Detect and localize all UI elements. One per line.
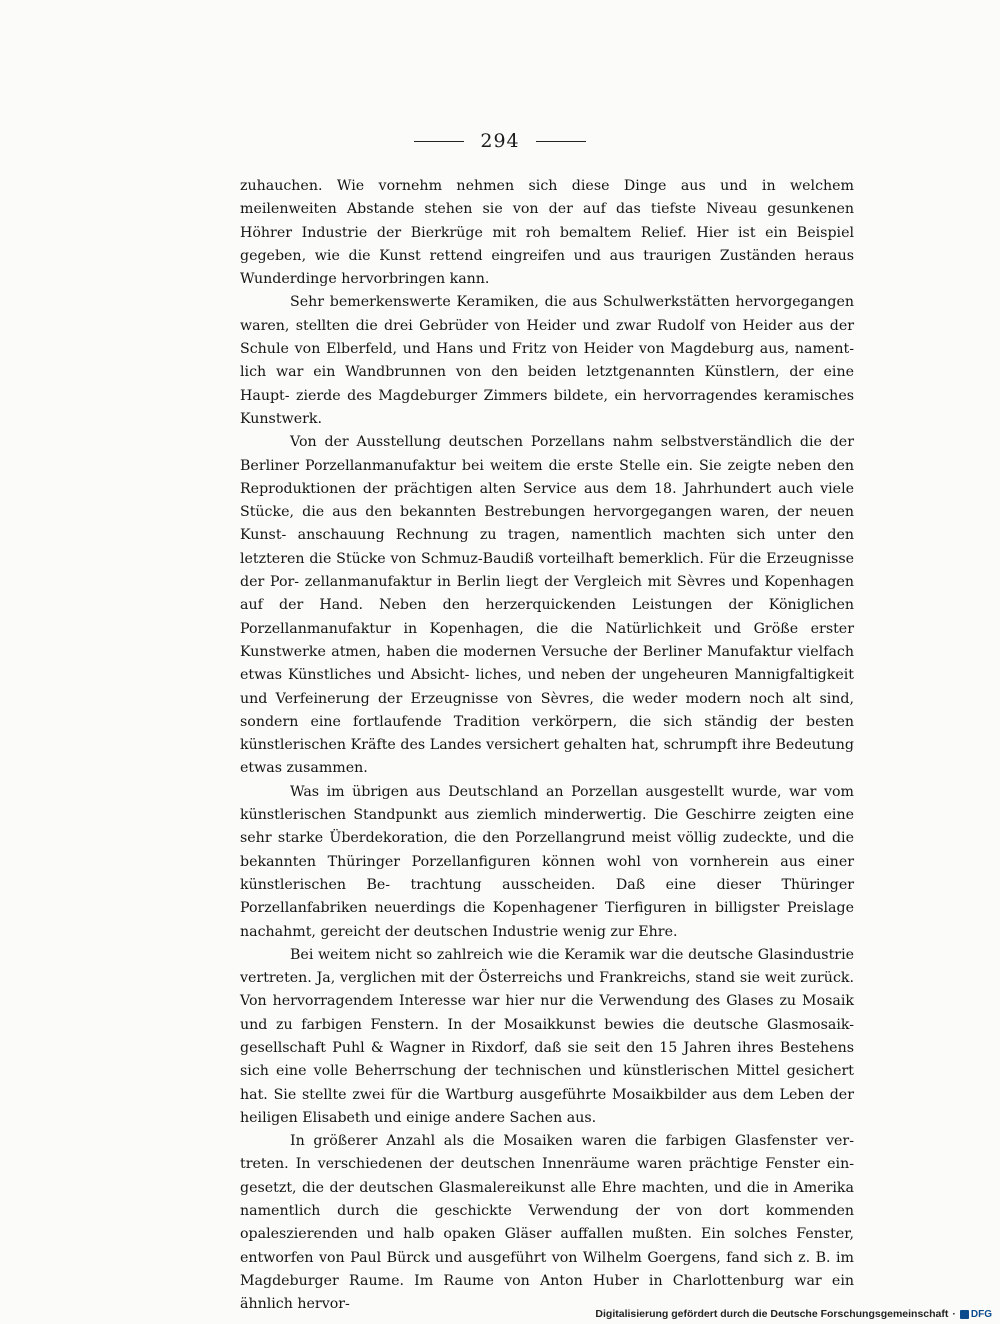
header-rule-right [536,141,586,142]
paragraph-5: Bei weitem nicht so zahlreich wie die Keramik war die deutsche Glasindustrie vertreten. Ja, verglichen mit der Österreichs und Frankreichs, stand sie weit zurück. Von hervorragendem Interesse war hier nur die Verwendung des Glases zu Mosaik und zu farbigen Fenstern. In der Mosaikkunst bewies die deutsche Glasmosaik- gesellschaft Puhl & Wagner in Rixdorf, daß sie seit den 15 Jahren ihres Bestehens sich eine volle Beherrschung der technischen und künstlerischen Mittel gesichert hat. Sie stellte zwei für die Wartburg ausgeführte Mosaikbilder aus dem Leben der heiligen Elisabeth und einige andere Sachen aus. [240,946,854,1126]
paragraph-2: Sehr bemerkenswerte Keramiken, die aus Schulwerkstätten hervorgegangen waren, stellten die drei Gebrüder von Heider und zwar Rudolf von Heider aus der Schule von Elberfeld, und Hans und Fritz von Heider von Magdeburg aus, nament- lich war ein Wandbrunnen von den beiden letztgenannten Künstlern, der eine Haupt- zierde des Magdeburger Zimmers bildete, ein hervorragendes keramisches Kunstwerk. [240,294,854,427]
header-rule-left [414,141,464,142]
credit-text: Digitalisierung gefördert durch die Deutsche Forschungsgemeinschaft [595,1308,949,1320]
paragraph-6: In größerer Anzahl als die Mosaiken waren die farbigen Glasfenster ver- treten. In verschiedenen der deutschen Innenräume waren prächtige Fenster ein- gesetzt, die der deutschen Glasmalereikunst alle Ehre machten, und die in Amerika namentlich durch die geschickte Verwendung der von dort kommenden opaleszierenden und halb opaken Gläser auffallen mußten. Ein solches Fenster, entworfen von Paul Bürck und ausgeführt von Wilhelm Goergens, fand sich z. B. im Magdeburger Raume. Im Raume von Anton Huber in Charlottenburg war ein ähnlich hervor- [240,1133,854,1313]
paragraph-3: Von der Ausstellung deutschen Porzellans nahm selbstverständlich die der Berliner Porzellanmanufaktur bei weitem die erste Stelle ein. Sie zeigte neben den Reproduktionen der prächtigen alten Service aus dem 18. Jahrhundert auch viele Stücke, die aus den bekannten Bestrebungen hervorgegangen waren, der neuen Kunst- anschauung Rechnung zu tragen, namentlich machten sich unter den letzteren die Stücke von Schmuz-Baudiß vorteilhaft bemerklich. Für die Erzeugnisse der Por- zellanmanufaktur in Berlin liegt der Vergleich mit Sèvres und Kopenhagen auf der Hand. Neben den herzerquickenden Leistungen der Königlichen Porzellanmanufaktur in Kopenhagen, die die Natürlichkeit und Größe erster Kunstwerke atmen, haben die modernen Versuche der Berliner Manufaktur vielfach etwas Künstliches und Absicht- liches, und neben der ungeheuren Mannigfaltigkeit und Verfeinerung der Erzeugnisse von Sèvres, die weder modern noch alt sind, sondern eine fortlaufende Tradition verkörpern, die sich ständig der besten künstlerischen Kräfte des Landes versichert gehalten hat, schrumpft ihre Bedeutung etwas zusammen. [240,434,854,777]
digitization-credit [595,1308,992,1320]
page-number: 294 [480,130,520,152]
paragraph-4: Was im übrigen aus Deutschland an Porzellan ausgestellt wurde, war vom künstlerischen Standpunkt aus ziemlich minderwertig. Die Geschirre zeigten eine sehr starke Überdekoration, die den Porzellangrund meist völlig zudeckte, und die bekannten Thüringer Porzellanfiguren können wohl von vornherein aus einer künstlerischen Be- trachtung ausscheiden. Daß eine dieser Thüringer Porzellanfabriken neuerdings die Kopenhagener Tierfiguren in billigster Preislage nachahmt, gereicht der deutschen Industrie wenig zur Ehre. [240,783,854,940]
dfg-logo [960,1309,992,1320]
credit-separator: · [952,1308,956,1320]
dfg-logo-mark-icon [960,1310,969,1319]
body-text [240,175,854,1317]
paragraph-1: zuhauchen. Wie vornehm nehmen sich diese Dinge aus und in welchem meilenweiten Abstande stehen sie von der auf das tiefste Niveau gesunkenen Höhrer Industrie der Bierkrüge mit roh bemaltem Relief. Hier ist ein Beispiel gegeben, wie die Kunst rettend eingreifen und aus traurigen Zuständen heraus Wunderdinge hervorbringen kann. [240,178,854,288]
page-header [0,130,1000,152]
dfg-logo-text: DFG [970,1308,992,1320]
